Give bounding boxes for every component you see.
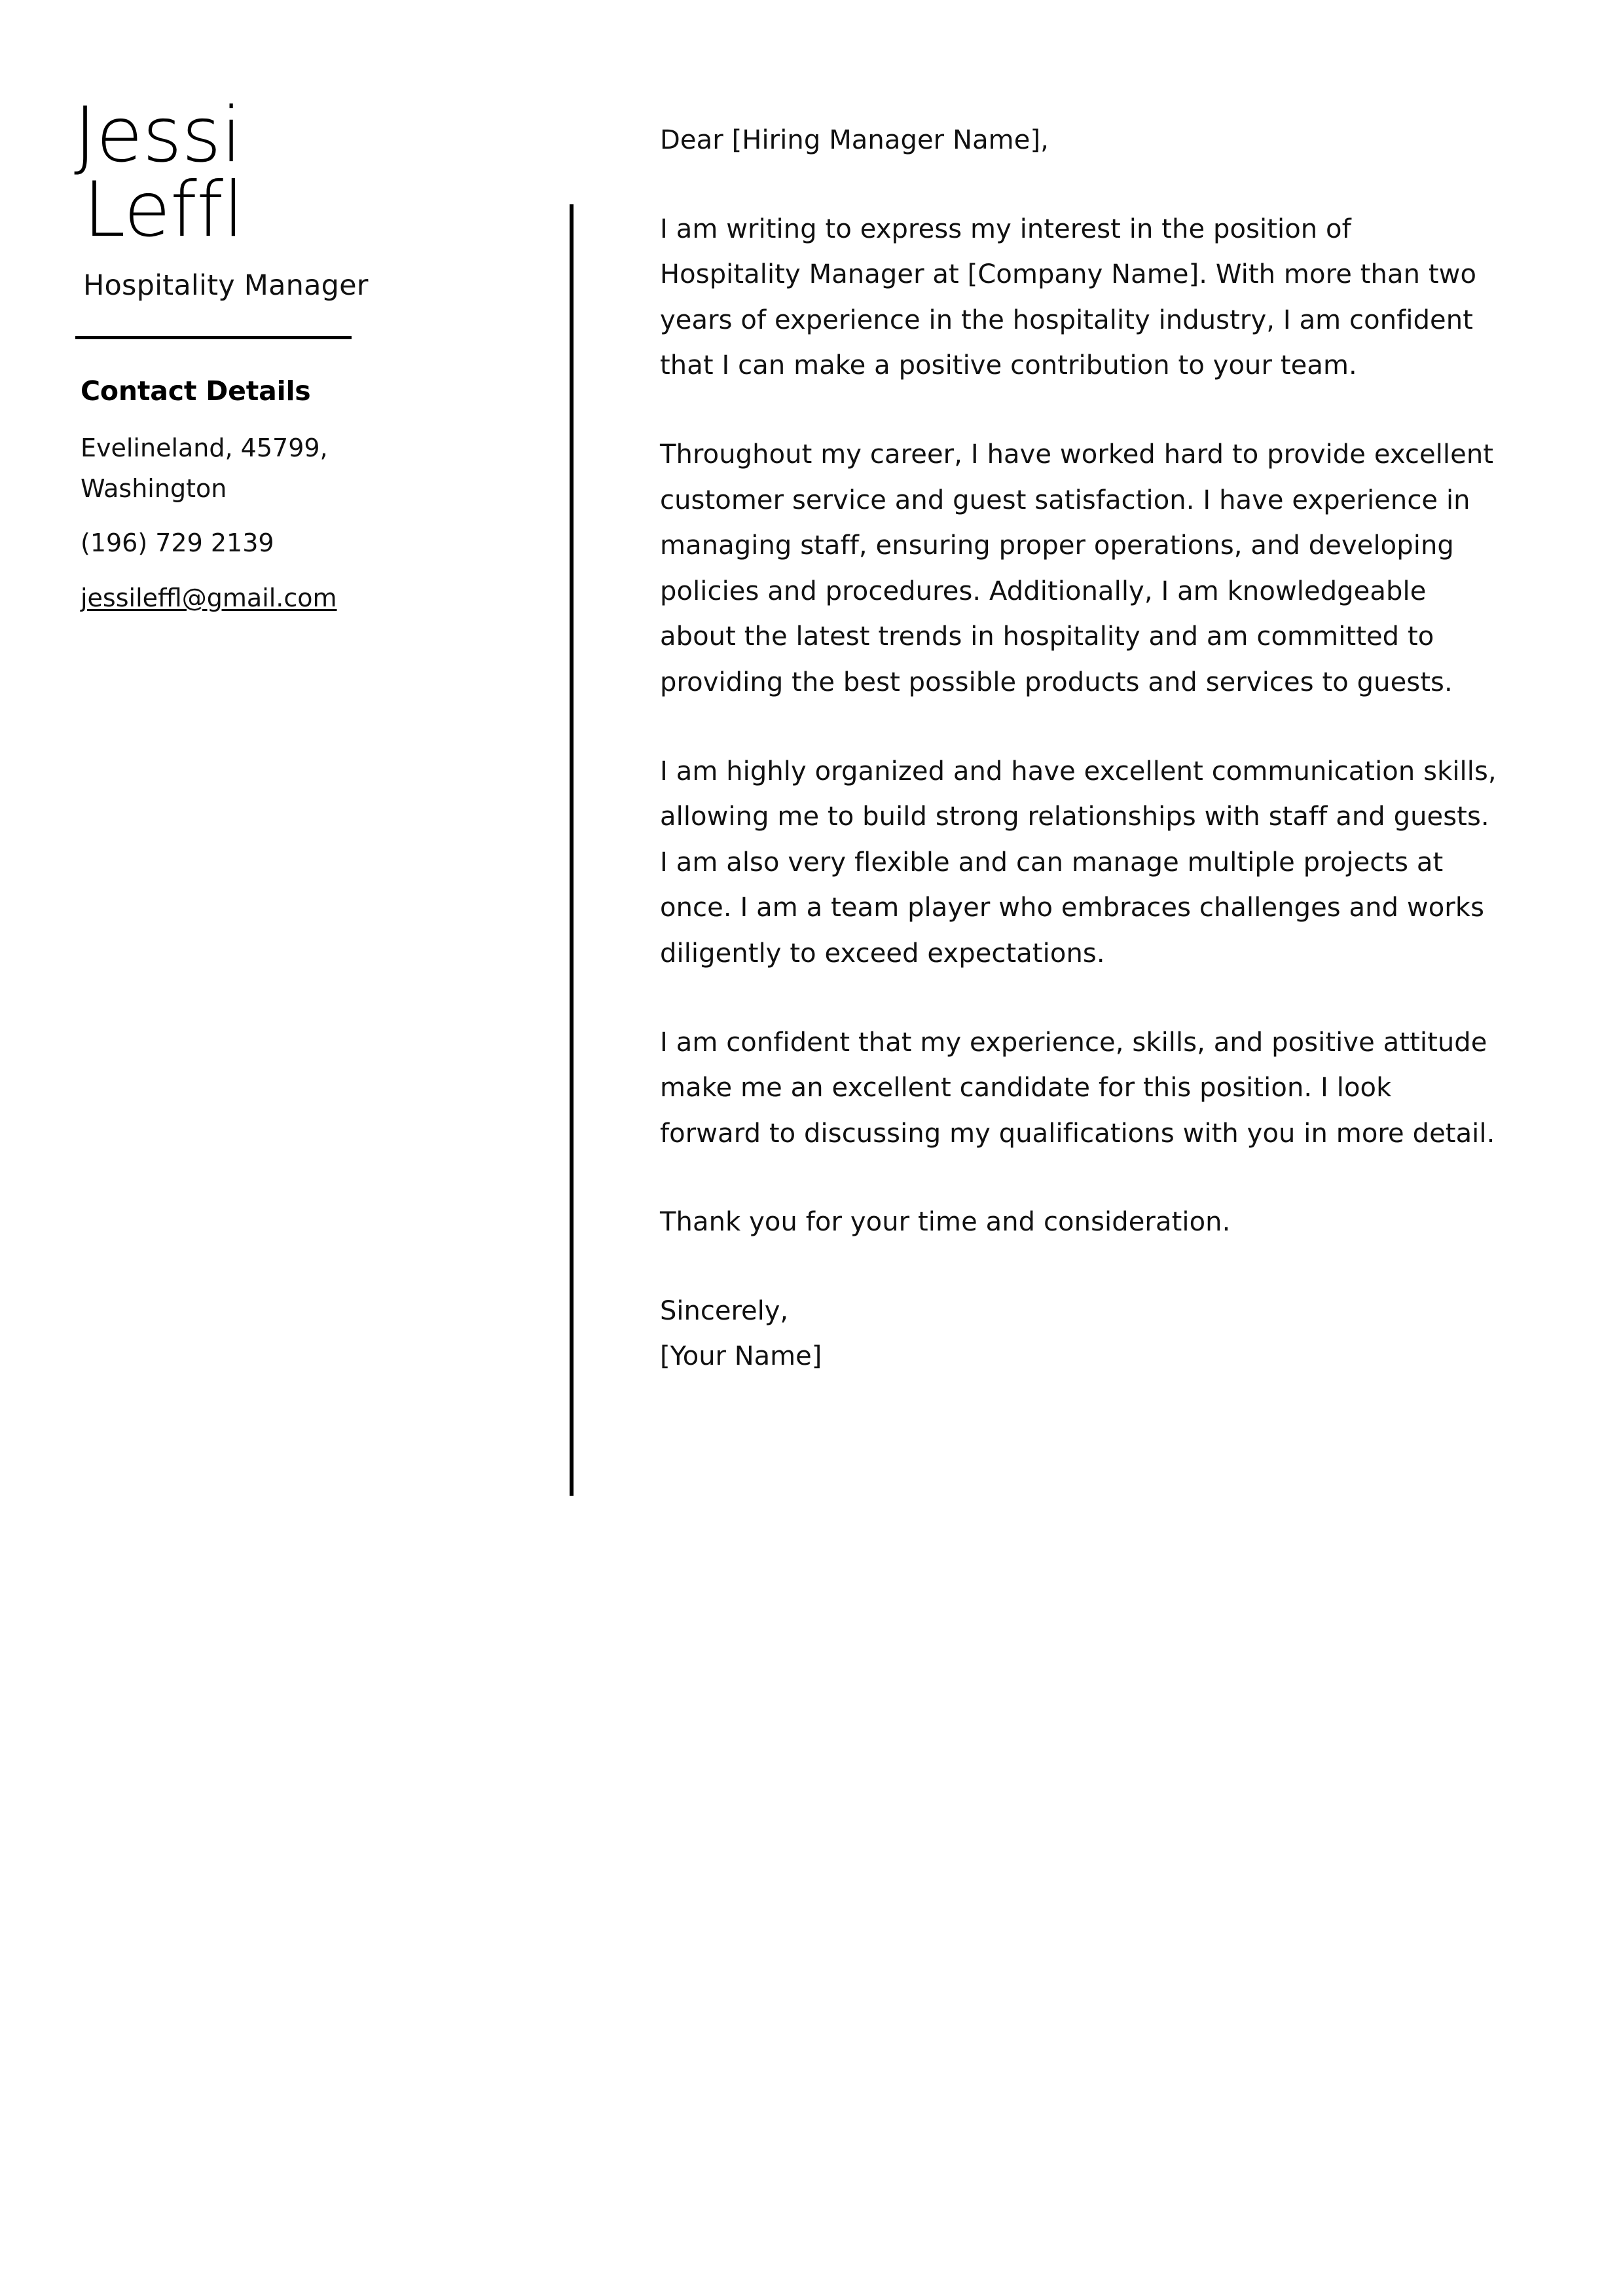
candidate-job-title: Hospitality Manager bbox=[83, 269, 369, 303]
letter-signature: [Your Name] bbox=[660, 1341, 822, 1372]
letter-paragraph-4: I am confident that my experience, skills, and positive attitude make me an excellent candidate for this position. I look forward to discussing my qualifications with you in more detail. bbox=[660, 1027, 1495, 1149]
letter-thank-you: Thank you for your time and consideration. bbox=[660, 1207, 1231, 1238]
sidebar-divider-rule bbox=[75, 336, 352, 339]
contact-email-row bbox=[81, 578, 408, 619]
contact-details-heading: Contact Details bbox=[81, 375, 311, 407]
letter-closing: Sincerely, bbox=[660, 1295, 789, 1326]
contact-details-list bbox=[81, 428, 408, 618]
letter-signoff bbox=[660, 1289, 1498, 1380]
sidebar bbox=[74, 91, 493, 619]
letter-salutation: Dear [Hiring Manager Name], bbox=[660, 125, 1049, 155]
letter-body bbox=[660, 118, 1498, 1380]
letter-paragraph-2: Throughout my career, I have worked hard to provide excellent customer service and guest satisfaction. I have experience in managing staff, ensuring proper operations, and developing policies and procedures. Additionally, I am knowledgeable about the latest trends in hospitality and am committed to providing the best possible products and services to guests. bbox=[660, 439, 1494, 697]
contact-address: Evelineland, 45799, Washington bbox=[81, 434, 328, 503]
letter-paragraph-1: I am writing to express my interest in the position of Hospitality Manager at [Company Name]. With more than two years of experience in the hospitality industry, I am confident that I can make a positive contribution to your team. bbox=[660, 213, 1477, 381]
contact-phone: (196) 729 2139 bbox=[81, 528, 274, 558]
contact-email-link[interactable]: jessileffl@gmail.com bbox=[81, 583, 337, 612]
candidate-first-name: Jessi bbox=[74, 91, 242, 179]
letter-paragraph-3: I am highly organized and have excellent communication skills, allowing me to build strong relationships with staff and guests. I am also very flexible and can manage multiple projects at once. I am a team player who embraces challenges and works diligently to exceed expectations. bbox=[660, 756, 1497, 969]
candidate-last-name: Leffl bbox=[83, 165, 244, 254]
vertical-divider bbox=[570, 204, 574, 1496]
candidate-name bbox=[74, 91, 493, 254]
